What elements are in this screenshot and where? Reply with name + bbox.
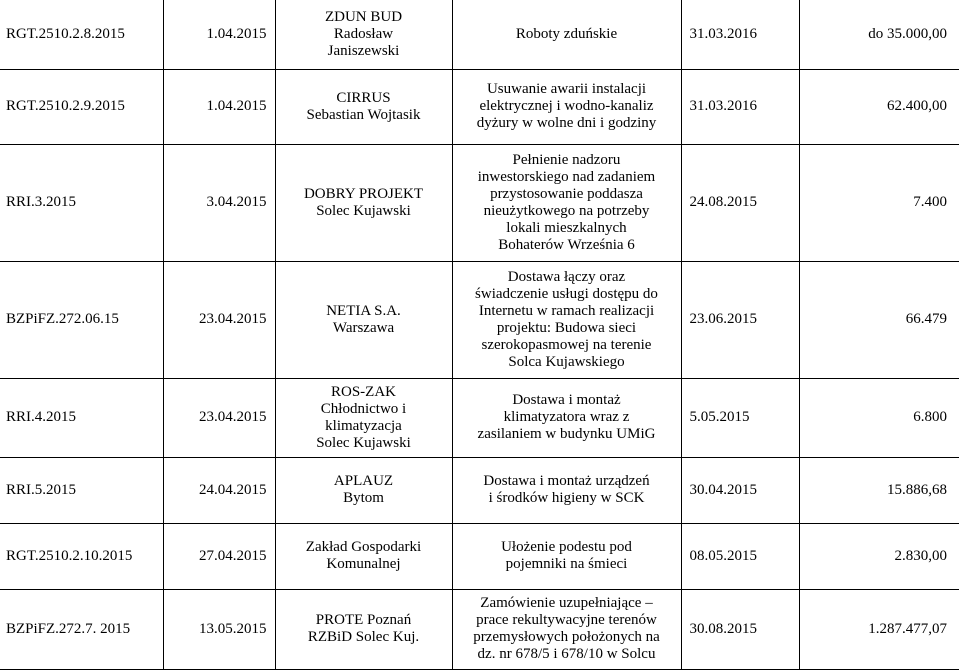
amount: 7.400 [799,144,959,261]
contract-date: 1.04.2015 [163,69,275,144]
contract-subject: Zamówienie uzupełniające – prace rekultywacyjne terenów przemysłowych położonych na dz. nr 678/5 i 678/10 w Solcu [452,589,681,669]
contract-number: BZPiFZ.272.7. 2015 [0,589,163,669]
table-row [0,144,959,261]
contractor: CIRRUS Sebastian Wojtasik [275,69,452,144]
amount: 2.830,00 [799,523,959,589]
contract-subject: Pełnienie nadzoru inwestorskiego nad zadaniem przystosowanie poddasza nieużytkowego na potrzeby lokali mieszkalnych Bohaterów Września 6 [452,144,681,261]
table-row [0,378,959,457]
table-row [0,261,959,378]
term-date: 24.08.2015 [681,144,799,261]
term-date: 31.03.2016 [681,69,799,144]
contract-date: 1.04.2015 [163,0,275,69]
contractor: ZDUN BUD Radosław Janiszewski [275,0,452,69]
contract-date: 13.05.2015 [163,589,275,669]
contract-date: 3.04.2015 [163,144,275,261]
contract-number: RGT.2510.2.8.2015 [0,0,163,69]
contract-subject: Dostawa łączy oraz świadczenie usługi dostępu do Internetu w ramach realizacji projektu: Budowa sieci szerokopasmowej na terenie Solca Kujawskiego [452,261,681,378]
amount: 66.479 [799,261,959,378]
table-row [0,523,959,589]
amount: 1.287.477,07 [799,589,959,669]
term-date: 31.03.2016 [681,0,799,69]
contract-date: 23.04.2015 [163,261,275,378]
contractor: ROS-ZAK Chłodnictwo i klimatyzacja Solec Kujawski [275,378,452,457]
table-row [0,69,959,144]
contractor: APLAUZ Bytom [275,457,452,523]
contractor: Zakład Gospodarki Komunalnej [275,523,452,589]
contract-subject: Dostawa i montaż klimatyzatora wraz z zasilaniem w budynku UMiG [452,378,681,457]
contract-number: RRI.4.2015 [0,378,163,457]
contractor: DOBRY PROJEKT Solec Kujawski [275,144,452,261]
table-row [0,0,959,69]
contract-date: 27.04.2015 [163,523,275,589]
term-date: 23.06.2015 [681,261,799,378]
contract-subject: Roboty zduńskie [452,0,681,69]
contract-date: 24.04.2015 [163,457,275,523]
term-date: 30.08.2015 [681,589,799,669]
amount: do 35.000,00 [799,0,959,69]
contract-number: RGT.2510.2.10.2015 [0,523,163,589]
contract-number: RRI.5.2015 [0,457,163,523]
table-row [0,589,959,669]
contract-subject: Dostawa i montaż urządzeń i środków higieny w SCK [452,457,681,523]
contract-date: 23.04.2015 [163,378,275,457]
amount: 6.800 [799,378,959,457]
contract-subject: Ułożenie podestu pod pojemniki na śmieci [452,523,681,589]
term-date: 30.04.2015 [681,457,799,523]
contract-number: BZPiFZ.272.06.15 [0,261,163,378]
contract-number: RRI.3.2015 [0,144,163,261]
term-date: 08.05.2015 [681,523,799,589]
contractor: NETIA S.A. Warszawa [275,261,452,378]
contract-number: RGT.2510.2.9.2015 [0,69,163,144]
term-date: 5.05.2015 [681,378,799,457]
contract-subject: Usuwanie awarii instalacji elektrycznej i wodno-kanaliz dyżury w wolne dni i godziny [452,69,681,144]
table-row [0,457,959,523]
amount: 62.400,00 [799,69,959,144]
contractor: PROTE Poznań RZBiD Solec Kuj. [275,589,452,669]
amount: 15.886,68 [799,457,959,523]
